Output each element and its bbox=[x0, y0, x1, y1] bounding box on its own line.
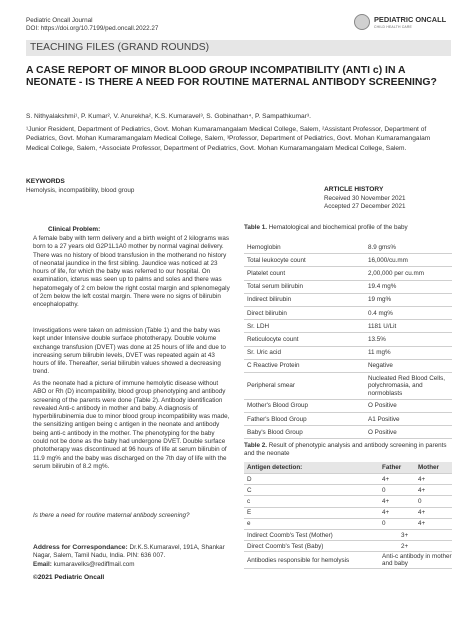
table1-caption bbox=[244, 224, 454, 232]
body-paragraph: A female baby with term delivery and a birth weight of 2 kilograms was born to a 27 years old G2P1L1A0 mother by normal vaginal delivery. There was no history of blood transfusion in the motherand no history of neonatal jaundice in the first sibling. Jaundice was noticed at 23 hours of life, for which the baby was referred to our hospital. On examination, icterus was seen up to palms and soles and there was hepatomegaly of 2 cm below the right costal margin and splenomegaly of 2cm below the left costal margin. There were no signs of bilirubin encephalopathy. bbox=[33, 235, 230, 309]
table1-value: 1181 U/Lit bbox=[364, 320, 452, 333]
section-label: TEACHING FILES (GRAND ROUNDS) bbox=[30, 42, 210, 53]
table2-caption-text: Result of phenotypic analysis and antibody screening in parents and the neonate bbox=[244, 442, 447, 457]
table1-parameter: Sr. LDH bbox=[244, 320, 364, 333]
journal-header bbox=[26, 17, 158, 33]
section-band bbox=[26, 40, 451, 56]
table2-father: 4+ bbox=[379, 496, 415, 507]
table1-parameter: Father's Blood Group bbox=[244, 413, 364, 426]
table2-antigen: E bbox=[244, 507, 379, 518]
table1-value: Negative bbox=[364, 359, 452, 372]
table1-caption-label: Table 1. bbox=[244, 224, 267, 231]
received-date: Received 30 November 2021 bbox=[324, 195, 406, 202]
table2-row bbox=[244, 529, 452, 540]
table1-value: 8.9 gms% bbox=[364, 241, 452, 254]
correspondence-text: Dr.K.S.Kumaravel, 191A, Shankar Nagar, Salem, Tamil Nadu, India. PIN: 636 007. bbox=[33, 544, 225, 560]
table1-caption-text: Hematological and biochemical profile of the baby bbox=[266, 224, 408, 231]
table2-row bbox=[244, 474, 452, 485]
table2-header-row bbox=[244, 462, 452, 474]
table2-mother: 4+ bbox=[415, 518, 452, 529]
clinical-question: Is there a need for routine maternal antibody screening? bbox=[33, 512, 190, 519]
table1-value: 2,00,000 per cu.mm bbox=[364, 267, 452, 280]
article-title: A CASE REPORT OF MINOR BLOOD GROUP INCOMPATIBILITY (ANTI c) IN A NEONATE - IS THERE A NEED FOR ROUTINE MATERNAL ANTIBODY SCREENING? bbox=[26, 65, 437, 88]
table1-parameter: Indirect bilirubin bbox=[244, 293, 364, 306]
logo-emblem-icon bbox=[354, 14, 370, 30]
table1-row bbox=[244, 280, 452, 293]
table1-row bbox=[244, 359, 452, 372]
table1-value: A1 Positive bbox=[364, 413, 452, 426]
table2-row bbox=[244, 552, 452, 569]
table1-value: 16,000/cu.mm bbox=[364, 254, 452, 267]
table1-row bbox=[244, 320, 452, 333]
email-label: Email: bbox=[33, 560, 52, 568]
table2-caption bbox=[244, 442, 454, 458]
table2-test: Direct Coomb's Test (Baby) bbox=[244, 541, 379, 552]
table2-row bbox=[244, 507, 452, 518]
table1-value: 0.4 mg% bbox=[364, 306, 452, 319]
table1-row bbox=[244, 333, 452, 346]
table2-caption-label: Table 2. bbox=[244, 442, 267, 449]
table2-row bbox=[244, 518, 452, 529]
article-history bbox=[324, 195, 406, 211]
correspondence-block bbox=[33, 544, 233, 569]
table1-row bbox=[244, 346, 452, 359]
table2-test: Antibodies responsible for hemolysis bbox=[244, 552, 379, 569]
table2-mother: 4+ bbox=[415, 474, 452, 485]
history-heading: ARTICLE HISTORY bbox=[324, 186, 384, 193]
keywords-heading: KEYWORDS bbox=[26, 178, 65, 185]
table-2 bbox=[244, 462, 452, 569]
table1-value: 13.5% bbox=[364, 333, 452, 346]
logo-subtitle: CHILD HEALTH CARE bbox=[374, 25, 413, 29]
clinical-problem-heading: Clinical Problem: bbox=[48, 226, 101, 233]
table2-antigen: c bbox=[244, 496, 379, 507]
table1-value: 19.4 mg% bbox=[364, 280, 452, 293]
table2-antigen: D bbox=[244, 474, 379, 485]
body-paragraph: As the neonate had a picture of immune hemolytic disease without ABO or Rh (D) incompatibility, blood group phenotyping and antibody screening of the parents were done (Table 2). Antibody identification revealed Anti-c antibody in mother and baby. A diagnosis of hyperbilirubinemia due to minor blood group incompatibility was made, the sensitizing antigen being c antigen in the neonate and antibody being anti-c antibody in the mother. The phenotyping for the baby could not be done as the baby had undergone DVET. Double surface phototherapy was discontinued at 96 hours of life at serum bilirubin of 11.9 mg% and the baby was discharged on the 7th day of life with the serum bilirubin of 8.2 mg%. bbox=[33, 380, 230, 470]
table1-row bbox=[244, 372, 452, 399]
keywords-text: Hemolysis, incompatibility, blood group bbox=[26, 187, 135, 194]
correspondence-heading: Address for Correspondance: bbox=[33, 544, 128, 551]
table1-value: Nucleated Red Blood Cells, polychromasia, and normoblasts bbox=[364, 372, 452, 399]
table1-row bbox=[244, 306, 452, 319]
copyright: ©2021 Pediatric Oncall bbox=[33, 574, 105, 581]
table2-father: 0 bbox=[379, 518, 415, 529]
table2-father: 0 bbox=[379, 485, 415, 496]
table-1 bbox=[244, 241, 452, 439]
table2-mother: 4+ bbox=[415, 507, 452, 518]
table1-value: 19 mg% bbox=[364, 293, 452, 306]
table1-parameter: Total serum bilirubin bbox=[244, 280, 364, 293]
table1-parameter: Baby's Blood Group bbox=[244, 426, 364, 439]
accepted-date: Accepted 27 December 2021 bbox=[324, 203, 406, 211]
table2-row bbox=[244, 485, 452, 496]
table2-result: Anti-c antibody in mother and baby bbox=[379, 552, 452, 569]
table2-antigen: e bbox=[244, 518, 379, 529]
table1-row bbox=[244, 267, 452, 280]
table1-row bbox=[244, 399, 452, 412]
table1-row bbox=[244, 426, 452, 439]
table2-father: 4+ bbox=[379, 474, 415, 485]
table2-row bbox=[244, 541, 452, 552]
email-address[interactable]: kumaravelks@rediffmail.com bbox=[51, 560, 135, 568]
table2-header: Antigen detection: bbox=[244, 462, 379, 474]
table1-parameter: Mother's Blood Group bbox=[244, 399, 364, 412]
table1-parameter: Hemoglobin bbox=[244, 241, 364, 254]
table2-test: Indirect Coomb's Test (Mother) bbox=[244, 529, 379, 540]
table1-parameter: Peripheral smear bbox=[244, 372, 364, 399]
table1-row bbox=[244, 254, 452, 267]
table2-mother: 0 bbox=[415, 496, 452, 507]
correspondence-address bbox=[33, 544, 233, 561]
table2-header: Mother bbox=[415, 462, 452, 474]
table1-parameter: Direct bilirubin bbox=[244, 306, 364, 319]
author-list: S. Nithyalakshmi¹, P. Kumar², V. Anurekha², K.S. Kumaravel³, S. Gobinathan⁴, P. Sampathkumar³. bbox=[26, 113, 311, 120]
table1-parameter: C Reactive Protein bbox=[244, 359, 364, 372]
table2-mother: 4+ bbox=[415, 485, 452, 496]
table2-header: Father bbox=[379, 462, 415, 474]
table2-result: 3+ bbox=[379, 529, 452, 540]
journal-doi[interactable]: DOI: https://doi.org/10.7199/ped.oncall.2022.27 bbox=[26, 25, 159, 33]
table2-result: 2+ bbox=[379, 541, 452, 552]
table1-parameter: Total leukocyte count bbox=[244, 254, 364, 267]
table1-parameter: Platelet count bbox=[244, 267, 364, 280]
table2-antigen: C bbox=[244, 485, 379, 496]
body-paragraph: Investigations were taken on admission (Table 1) and the baby was kept under Intensive double surface phototherapy. Double volume exchange transfusion (DVET) was done at 25 hours of life and due to increasing serum bilirubin levels, DVET was repeated again at 43 hours of life. Thereafter, serial bilirubin values showed a decreasing trend. bbox=[33, 327, 226, 376]
table1-value: O Positive bbox=[364, 426, 452, 439]
table1-value: O Positive bbox=[364, 399, 452, 412]
table1-row bbox=[244, 293, 452, 306]
correspondence-email bbox=[33, 561, 233, 569]
table1-row bbox=[244, 241, 452, 254]
table1-value: 11 mg% bbox=[364, 346, 452, 359]
table2-row bbox=[244, 496, 452, 507]
logo-title: PEDIATRIC ONCALL bbox=[374, 15, 447, 24]
table2-father: 4+ bbox=[379, 507, 415, 518]
journal-name: Pediatric Oncall Journal bbox=[26, 17, 93, 24]
table1-row bbox=[244, 413, 452, 426]
table1-parameter: Reticulocyte count bbox=[244, 333, 364, 346]
table1-parameter: Sr. Uric acid bbox=[244, 346, 364, 359]
affiliations: ¹Junior Resident, Department of Pediatrics, Govt. Mohan Kumaramangalam Medical College, Salem, ²Assistant Professor, Department of Pediatrics, Govt. Mohan Kumaramangalam Medical College, Salem, ³Professor, Department of Pediatrics, Govt. Mohan Kumaramangalam Medical College, Salem, ⁴Associate Professor, Department of Pediatrics, Govt. Mohan Kumaramangalam Medical College, Salem. bbox=[26, 126, 431, 152]
journal-logo bbox=[354, 12, 454, 34]
